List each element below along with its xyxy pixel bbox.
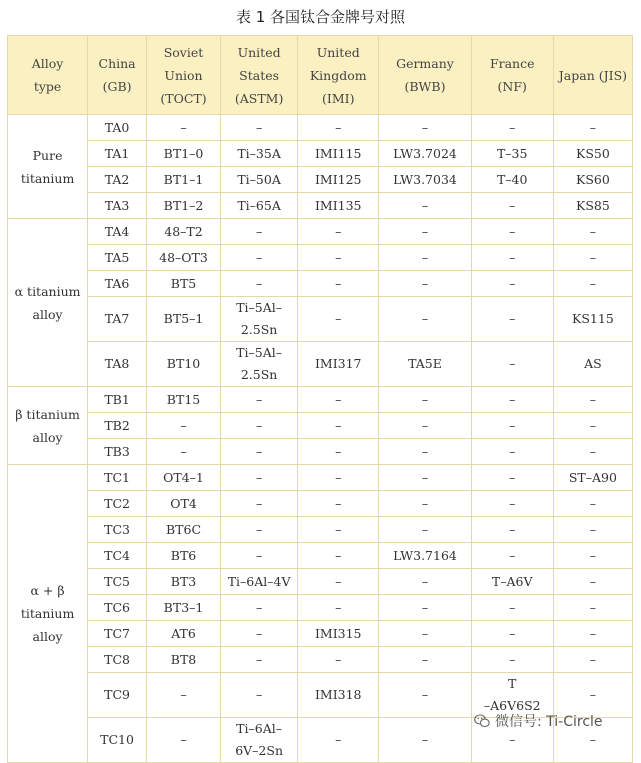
table-cell: –: [379, 621, 471, 647]
table-cell: IMI315: [298, 621, 379, 647]
table-cell: –: [298, 491, 379, 517]
table-row: [8, 569, 633, 595]
table-cell: BT10: [146, 342, 220, 387]
table-cell: OT4–1: [146, 465, 220, 491]
table-row: [8, 342, 633, 387]
table-cell: –: [298, 543, 379, 569]
table-cell: –: [221, 439, 298, 465]
table-cell: –: [471, 219, 553, 245]
table-cell: –: [553, 718, 632, 763]
table-cell: BT8: [146, 647, 220, 673]
table-cell: TC10: [88, 718, 147, 763]
table-cell: –: [471, 115, 553, 141]
group-beta-titanium-alloy: β titanium alloy: [8, 387, 88, 465]
table-cell: –: [298, 647, 379, 673]
table-cell: BT5–1: [146, 297, 220, 342]
header-china: China (GB): [88, 36, 147, 115]
table-cell: –: [379, 115, 471, 141]
table-cell: Ti–6Al–4V: [221, 569, 298, 595]
group-pure-titanium: Pure titanium: [8, 115, 88, 219]
table-cell: –: [379, 413, 471, 439]
table-row: [8, 167, 633, 193]
alloy-grade-table: [7, 35, 633, 763]
table-row: [8, 193, 633, 219]
table-cell: BT3: [146, 569, 220, 595]
table-cell: –: [221, 413, 298, 439]
table-row: [8, 297, 633, 342]
table-cell: BT6C: [146, 517, 220, 543]
table-row: [8, 465, 633, 491]
table-cell: TA3: [88, 193, 147, 219]
table-cell: –: [379, 387, 471, 413]
table-cell: –: [471, 718, 553, 763]
table-cell: –: [379, 491, 471, 517]
table-cell: 48–OT3: [146, 245, 220, 271]
table-row: [8, 271, 633, 297]
table-cell: KS85: [553, 193, 632, 219]
table-row: [8, 413, 633, 439]
table-cell: –: [471, 297, 553, 342]
header-soviet-union: Soviet Union (TOCT): [146, 36, 220, 115]
table-cell: –: [298, 439, 379, 465]
table-cell: T–40: [471, 167, 553, 193]
table-cell: –: [553, 517, 632, 543]
header-alloy-type: Alloy type: [8, 36, 88, 115]
group-alpha-beta-titanium-alloy: α + β titanium alloy: [8, 465, 88, 763]
table-cell: TB1: [88, 387, 147, 413]
table-cell: –: [379, 297, 471, 342]
table-row: [8, 491, 633, 517]
table-cell: TA8: [88, 342, 147, 387]
table-cell: –: [146, 439, 220, 465]
table-cell: BT6: [146, 543, 220, 569]
table-cell: T–A6V: [471, 569, 553, 595]
table-cell: –: [471, 647, 553, 673]
table-cell: –: [471, 245, 553, 271]
table-cell: –: [379, 718, 471, 763]
table-cell: TC1: [88, 465, 147, 491]
table-cell: KS60: [553, 167, 632, 193]
table-cell: –: [471, 413, 553, 439]
table-cell: –: [298, 413, 379, 439]
table-cell: –: [553, 115, 632, 141]
table-cell: –: [379, 569, 471, 595]
table-cell: TC9: [88, 673, 147, 718]
table-cell: –: [379, 673, 471, 718]
table-cell: –: [379, 193, 471, 219]
table-cell: LW3.7024: [379, 141, 471, 167]
table-cell: Ti–5Al– 2.5Sn: [221, 297, 298, 342]
table-cell: –: [379, 465, 471, 491]
table-cell: –: [221, 491, 298, 517]
table-cell: IMI135: [298, 193, 379, 219]
table-cell: –: [553, 413, 632, 439]
table-cell: –: [221, 465, 298, 491]
table-cell: LW3.7034: [379, 167, 471, 193]
table-cell: –: [471, 342, 553, 387]
table-cell: BT1–0: [146, 141, 220, 167]
table-cell: –: [298, 569, 379, 595]
header-france: France (NF): [471, 36, 553, 115]
table-cell: –: [471, 193, 553, 219]
watermark-text: 微信号: Ti-Circle: [495, 714, 603, 730]
table-cell: BT15: [146, 387, 220, 413]
table-cell: OT4: [146, 491, 220, 517]
table-cell: Ti–65A: [221, 193, 298, 219]
table-cell: –: [298, 465, 379, 491]
table-cell: TB2: [88, 413, 147, 439]
table-cell: –: [471, 543, 553, 569]
table-cell: TC8: [88, 647, 147, 673]
table-cell: IMI125: [298, 167, 379, 193]
table-cell: KS115: [553, 297, 632, 342]
header-germany: Germany (BWB): [379, 36, 471, 115]
table-cell: TA5: [88, 245, 147, 271]
table-cell: Ti–50A: [221, 167, 298, 193]
table-cell: Ti–5Al– 2.5Sn: [221, 342, 298, 387]
table-cell: –: [298, 387, 379, 413]
table-cell: –: [379, 517, 471, 543]
table-cell: –: [553, 621, 632, 647]
table-cell: –: [471, 439, 553, 465]
table-cell: –: [221, 517, 298, 543]
table-row: [8, 543, 633, 569]
table-cell: –: [221, 621, 298, 647]
table-cell: –: [471, 621, 553, 647]
table-cell: –: [553, 439, 632, 465]
table-cell: BT1–2: [146, 193, 220, 219]
table-title: 表 1 各国钛合金牌号对照: [235, 8, 406, 26]
table-cell: –: [379, 219, 471, 245]
table-cell: BT1–1: [146, 167, 220, 193]
table-cell: –: [553, 245, 632, 271]
table-row: [8, 115, 633, 141]
table-cell: T –A6V6S2: [471, 673, 553, 718]
table-row: [8, 219, 633, 245]
table-cell: –: [221, 543, 298, 569]
table-cell: –: [298, 595, 379, 621]
table-cell: –: [553, 647, 632, 673]
table-cell: IMI318: [298, 673, 379, 718]
table-cell: 48–T2: [146, 219, 220, 245]
table-cell: –: [221, 647, 298, 673]
table-cell: –: [298, 219, 379, 245]
table-cell: –: [221, 673, 298, 718]
table-cell: –: [553, 569, 632, 595]
table-cell: –: [146, 115, 220, 141]
table-cell: –: [298, 115, 379, 141]
table-cell: –: [553, 543, 632, 569]
table-cell: TC5: [88, 569, 147, 595]
table-cell: –: [298, 718, 379, 763]
table-cell: –: [146, 673, 220, 718]
table-cell: IMI115: [298, 141, 379, 167]
table-row: [8, 517, 633, 543]
table-cell: –: [379, 647, 471, 673]
group-alpha-titanium-alloy: α titanium alloy: [8, 219, 88, 387]
table-cell: TA6: [88, 271, 147, 297]
table-cell: AS: [553, 342, 632, 387]
table-cell: –: [221, 219, 298, 245]
header-japan: Japan (JIS): [553, 36, 632, 115]
table-cell: –: [221, 245, 298, 271]
table-cell: –: [553, 219, 632, 245]
table-cell: –: [471, 465, 553, 491]
table-cell: –: [379, 245, 471, 271]
table-cell: –: [221, 387, 298, 413]
table-cell: –: [471, 595, 553, 621]
table-cell: TA7: [88, 297, 147, 342]
header-united-states: United States (ASTM): [221, 36, 298, 115]
table-cell: –: [298, 297, 379, 342]
table-cell: –: [298, 517, 379, 543]
table-cell: Ti–6Al– 6V–2Sn: [221, 718, 298, 763]
table-cell: –: [379, 439, 471, 465]
table-cell: T–35: [471, 141, 553, 167]
table-row: [8, 141, 633, 167]
table-cell: IMI317: [298, 342, 379, 387]
table-cell: TC6: [88, 595, 147, 621]
table-cell: Ti–35A: [221, 141, 298, 167]
table-cell: –: [298, 271, 379, 297]
table-row: [8, 245, 633, 271]
table-cell: –: [379, 271, 471, 297]
table-cell: –: [471, 517, 553, 543]
table-row: [8, 647, 633, 673]
table-cell: TC2: [88, 491, 147, 517]
table-cell: –: [553, 387, 632, 413]
table-cell: –: [471, 271, 553, 297]
table-cell: –: [146, 718, 220, 763]
table-cell: –: [553, 491, 632, 517]
table-cell: –: [553, 271, 632, 297]
table-cell: TA0: [88, 115, 147, 141]
table-cell: TA5E: [379, 342, 471, 387]
table-cell: TC7: [88, 621, 147, 647]
table-cell: –: [553, 595, 632, 621]
table-cell: TC4: [88, 543, 147, 569]
table-cell: –: [298, 245, 379, 271]
table-row: [8, 439, 633, 465]
table-cell: ST–A90: [553, 465, 632, 491]
table-cell: TA2: [88, 167, 147, 193]
table-cell: TC3: [88, 517, 147, 543]
table-cell: BT3–1: [146, 595, 220, 621]
table-row: [8, 621, 633, 647]
table-cell: –: [146, 413, 220, 439]
table-cell: TB3: [88, 439, 147, 465]
table-cell: TA4: [88, 219, 147, 245]
table-cell: KS50: [553, 141, 632, 167]
wechat-watermark: [474, 711, 603, 731]
table-cell: TA1: [88, 141, 147, 167]
table-cell: AT6: [146, 621, 220, 647]
table-row: [8, 387, 633, 413]
table-cell: –: [221, 595, 298, 621]
header-united-kingdom: United Kingdom (IMI): [298, 36, 379, 115]
table-cell: –: [553, 673, 632, 718]
table-cell: BT5: [146, 271, 220, 297]
table-cell: –: [379, 595, 471, 621]
table-cell: –: [221, 271, 298, 297]
header-row: [8, 36, 633, 115]
wechat-icon: [474, 714, 490, 728]
table-cell: –: [221, 115, 298, 141]
table-cell: LW3.7164: [379, 543, 471, 569]
table-cell: –: [471, 491, 553, 517]
table-row: [8, 595, 633, 621]
table-cell: –: [471, 387, 553, 413]
